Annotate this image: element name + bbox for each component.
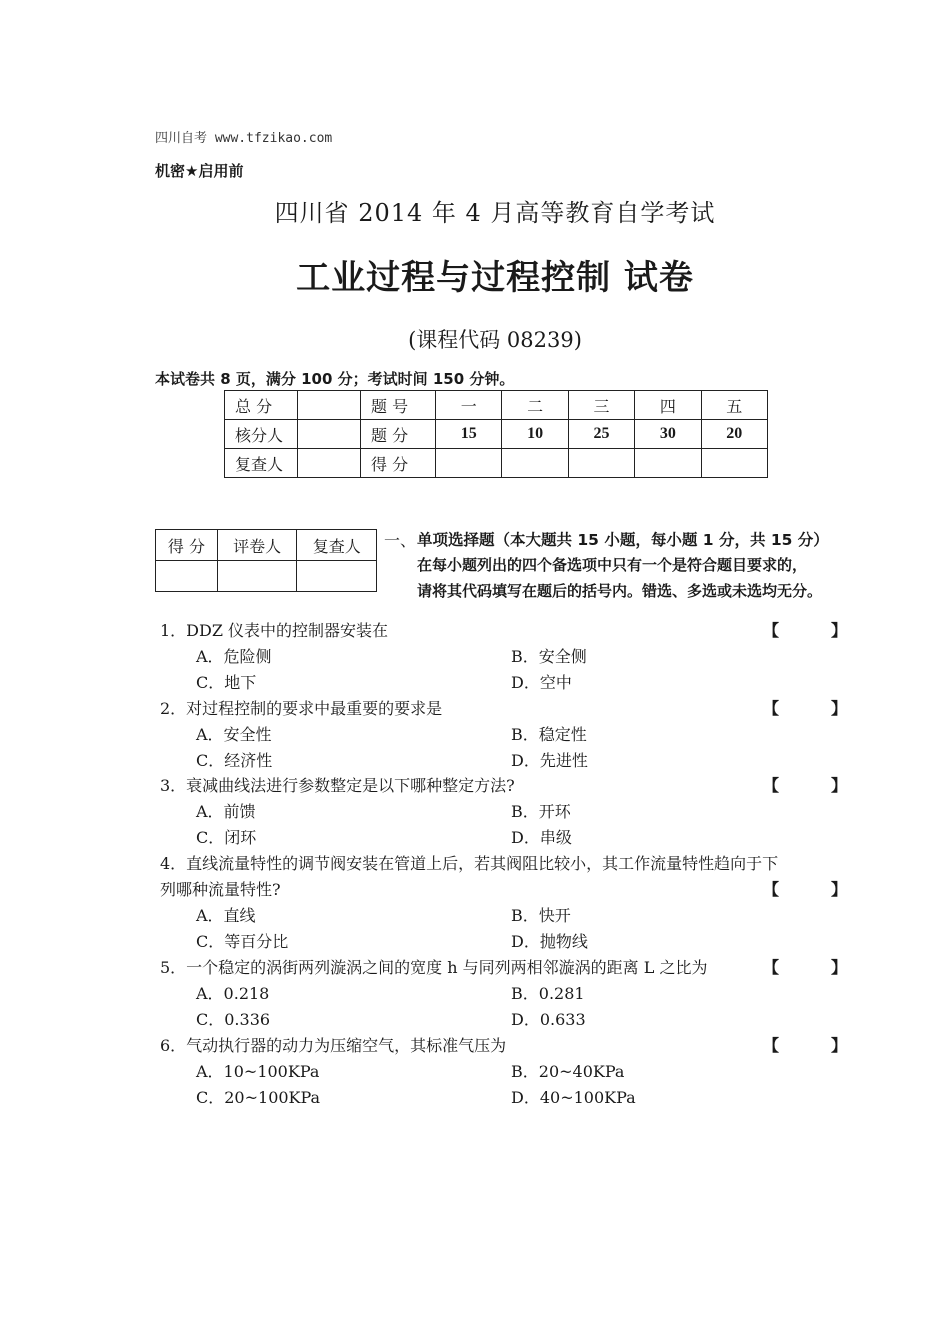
section-instruction: 请将其代码填写在题后的括号内。错选、多选或未选均无分。	[417, 582, 823, 600]
grader-reviewer-cell	[297, 561, 377, 592]
score-table	[224, 390, 768, 478]
question-3: 3．衰减曲线法进行参数整定是以下哪种整定方法? 【 】 A．前馈 B．开环 C．闭环 D．串级	[160, 773, 850, 851]
option-b: B．安全侧	[511, 647, 587, 666]
section-score-1	[436, 449, 502, 478]
question-stem: 6．气动执行器的动力为压缩空气，其标准气压为	[160, 1036, 507, 1055]
option-d: D．抛物线	[511, 932, 588, 951]
option-a: A．0.218	[196, 984, 270, 1003]
subject-title: 工业过程与过程控制 试卷	[296, 258, 694, 298]
option-c: C．20~100KPa	[196, 1088, 321, 1107]
section-points-4: 30	[635, 420, 701, 449]
question-stem: 3．衰减曲线法进行参数整定是以下哪种整定方法?	[160, 776, 515, 795]
option-b: B．0.281	[511, 984, 585, 1003]
option-a: A．前馈	[196, 802, 256, 821]
grader-label: 评卷人	[217, 530, 297, 561]
site-header: 四川自考 www.tfzikao.com	[155, 131, 333, 146]
score-label: 得 分	[361, 449, 436, 478]
option-a: A．直线	[196, 906, 256, 925]
section-score-2	[502, 449, 568, 478]
checker-label: 核分人	[225, 420, 298, 449]
section-instruction: 在每小题列出的四个备选项中只有一个是符合题目要求的，	[417, 556, 808, 574]
score-table-row	[225, 449, 768, 478]
question-2: 2．对过程控制的要求中最重要的要求是 【 】 A．安全性 B．稳定性 C．经济性 D．先进性	[160, 696, 850, 774]
option-b: B．稳定性	[511, 725, 587, 744]
question-4: 4．直线流量特性的调节阀安装在管道上后，若其阀阻比较小，其工作流量特性趋向于下 列哪种流量特性? 【 】 A．直线 B．快开 C．等百分比 D．抛物线	[160, 851, 850, 955]
section-no-4: 四	[635, 391, 701, 420]
section-score-4	[635, 449, 701, 478]
grader-table-row	[156, 530, 377, 561]
reviewer-cell	[298, 449, 361, 478]
option-a: A．10~100KPa	[196, 1062, 320, 1081]
question-5: 5．一个稳定的涡街两列漩涡之间的宽度 h 与同列两相邻漩涡的距离 L 之比为 【 】 A．0.218 B．0.281 C．0.336 D．0.633	[160, 955, 850, 1033]
option-c: C．等百分比	[196, 932, 289, 951]
grader-score-label: 得 分	[156, 530, 218, 561]
question-stem: 1．DDZ 仪表中的控制器安装在	[160, 621, 389, 640]
option-c: C．经济性	[196, 751, 273, 770]
paper-info: 本试卷共 8 页，满分 100 分；考试时间 150 分钟。	[155, 370, 515, 388]
option-c: C．0.336	[196, 1010, 271, 1029]
score-table-row	[225, 391, 768, 420]
grader-table	[155, 529, 377, 592]
question-1: 1．DDZ 仪表中的控制器安装在 【 】 A．危险侧 B．安全侧 C．地下 D．空中	[160, 618, 850, 696]
option-d: D．串级	[511, 828, 572, 847]
total-label: 总 分	[225, 391, 298, 420]
option-b: B．快开	[511, 906, 571, 925]
section-no-5: 五	[701, 391, 767, 420]
section-score-5	[701, 449, 767, 478]
question-stem: 5．一个稳定的涡街两列漩涡之间的宽度 h 与同列两相邻漩涡的距离 L 之比为	[160, 958, 708, 977]
option-d: D．空中	[511, 673, 572, 692]
section-no-1: 一	[436, 391, 502, 420]
section-points-1: 15	[436, 420, 502, 449]
option-d: D．40~100KPa	[511, 1088, 636, 1107]
secrecy-label: 机密★启用前	[155, 162, 244, 180]
option-c: C．闭环	[196, 828, 257, 847]
question-score-label: 题 分	[361, 420, 436, 449]
exam-title: 四川省 2014 年 4 月高等教育自学考试	[274, 199, 716, 227]
question-stem: 2．对过程控制的要求中最重要的要求是	[160, 699, 443, 718]
option-b: B．20~40KPa	[511, 1062, 625, 1081]
section-number: 一、	[384, 531, 417, 550]
reviewer-label: 复查人	[225, 449, 298, 478]
section-points-3: 25	[568, 420, 634, 449]
question-stem-continued: 列哪种流量特性?	[160, 880, 281, 899]
grader-score-cell	[156, 561, 218, 592]
grader-reviewer-label: 复查人	[297, 530, 377, 561]
question-6: 6．气动执行器的动力为压缩空气，其标准气压为 【 】 A．10~100KPa B．20~40KPa C．20~100KPa D．40~100KPa	[160, 1033, 850, 1111]
course-code: (课程代码 08239)	[408, 328, 582, 352]
option-a: A．危险侧	[196, 647, 272, 666]
total-cell	[298, 391, 361, 420]
section-points-2: 10	[502, 420, 568, 449]
option-b: B．开环	[511, 802, 571, 821]
checker-cell	[298, 420, 361, 449]
section-heading: 单项选择题（本大题共 15 小题，每小题 1 分，共 15 分）	[417, 531, 829, 549]
grader-table-row	[156, 561, 377, 592]
grader-cell	[217, 561, 297, 592]
option-c: C．地下	[196, 673, 257, 692]
section-no-2: 二	[502, 391, 568, 420]
question-stem: 4．直线流量特性的调节阀安装在管道上后，若其阀阻比较小，其工作流量特性趋向于下	[160, 854, 779, 873]
section-points-5: 20	[701, 420, 767, 449]
option-d: D．先进性	[511, 751, 588, 770]
score-table-row	[225, 420, 768, 449]
section-no-3: 三	[568, 391, 634, 420]
option-a: A．安全性	[196, 725, 272, 744]
section-score-3	[568, 449, 634, 478]
option-d: D．0.633	[511, 1010, 586, 1029]
question-no-label: 题 号	[361, 391, 436, 420]
